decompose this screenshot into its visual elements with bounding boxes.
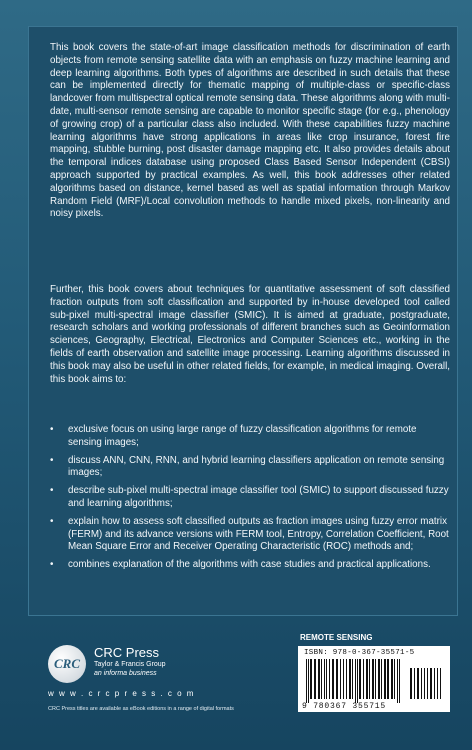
list-item [50,485,450,511]
barcode-bar [381,659,382,699]
list-item-text: exclusive focus on using large range of fuzzy classification algorithms for remote sensing images; [68,424,417,448]
bullet-icon: • [50,454,54,466]
barcode-bar [321,659,322,699]
barcode-bar [372,659,374,699]
barcode-bar [410,668,412,699]
barcode-bar [421,668,422,699]
barcode-bar [332,659,334,699]
barcode-bar [359,659,361,699]
publisher-group: Taylor & Francis Group [94,661,166,668]
barcode-bar [314,659,316,699]
barcode-bar [306,659,307,703]
aims-list [50,424,450,577]
list-item-text: describe sub-pixel multi-spectral image classifier tool (SMIC) to support discussed fuzzy and learning algorithms; [68,485,449,509]
barcode-bar [366,659,368,699]
barcode-bar [310,659,312,699]
bullet-icon: • [50,515,54,527]
bullet-icon: • [50,485,54,497]
description-paragraph-1: This book covers the state-of-art image classification methods for discrimination of earth objects from remote sensing satellite data with an emphasis on fuzzy machine learning and deep learning algorithms. Both types of algorithms are described in such details that these can be implemented directly for thematic mapping of multiple-class or specific-class landcover from multispectral optical remote sensing data. These algorithms along with multi-date, multi-sensor remote sensing are capable to monitor specific stage (for e.g., phenology of growing crop) of a particular class also included. With these capabilities fuzzy machine learning algorithms have strong applications in areas like crop insurance, forest fire mapping, stubble burning, post disaster damage mapping etc. It also provides details about the temporal indices database using proposed Class Based Sensor Independent (CBSI) approach supported by practical examples. As well, this book addresses other related algorithms based on distance, kernel based as well as spatial information through Markov Random Field (MRF)/Local convolution methods to handle mixed pixels, non-linearity and noisy pixels. [50,42,450,220]
barcode-bar [336,659,338,699]
barcode-bar [378,659,380,699]
crc-logo-icon [48,645,86,683]
barcode-bar [352,659,353,699]
barcode-bar [363,659,364,699]
barcode-bar [329,659,330,699]
ean-digits: 9 780367 355715 [302,702,387,711]
barcode-bar [349,659,351,699]
barcode-bar [375,659,376,699]
barcode-bar [399,659,400,703]
logo-text: CRC [53,656,80,671]
barcode-bar [417,668,419,699]
publisher-url[interactable]: w w w . c r c p r e s s . c o m [48,689,195,698]
list-item [50,455,450,481]
list-item-text: explain how to assess soft classified outputs as fraction images using fuzzy error matrix (FERM) and its advance versions with FERM tool, Entropy, Correlation Coefficient, Root Mean Square Error and Receiver Operating Characteristic (ROC) methods and; [68,515,449,553]
barcode-bar [397,659,398,703]
isbn-barcode [298,646,450,712]
ebook-note: CRC Press titles are available as eBook editions in a range of digital formats [48,706,234,712]
list-item-text: combines explanation of the algorithms with case studies and practical applications. [68,559,431,571]
barcode-bar [424,668,425,699]
bullet-icon: • [50,424,54,435]
barcode-bar [391,659,393,699]
barcode-bar [318,659,320,699]
publisher-tagline: an informa business [94,670,157,677]
list-item-text: discuss ANN, CNN, RNN, and hybrid learning classifiers application on remote sensing images; [68,454,445,479]
barcode-bar [394,659,395,699]
barcode-bar [440,668,441,699]
barcode-bar [384,659,386,699]
barcode-bar [340,659,341,699]
barcode-bar [308,659,309,703]
barcode-bar [437,668,438,699]
publisher-logo [48,645,258,685]
list-item [50,559,450,572]
barcode-bar [387,659,389,699]
barcode-bar [343,659,344,699]
bullet-icon: • [50,559,54,571]
barcode-bar [326,659,327,699]
list-item [50,424,450,450]
description-paragraph-2: Further, this book covers about techniques for quantitative assessment of soft classified fraction outputs from soft classification and supported by in-house developed tool called sub-pixel multi-spectral image classifier (SMIC). It is aimed at graduate, postgraduate, research scholars and working professionals of different branches such as Geoinformation sciences, Geography, Electrical, Electronics and Computer Sciences etc., working in the fields of earth observation and satellite image processing. Learning algorithms discussed in this book may also be useful in other related fields, for example, in medical imaging. Overall, this book aims to: [50,284,450,385]
barcode-bar [414,668,415,699]
subject-label: REMOTE SENSING [300,633,373,642]
barcode-bar [434,668,435,699]
barcode-bar [427,668,428,699]
barcode-bar [369,659,370,699]
barcode-bar [324,659,325,699]
list-item [50,516,450,554]
barcode-bar [355,659,356,703]
barcode-bar [346,659,347,699]
publisher-name: CRC Press [94,645,160,660]
isbn-label: ISBN: 978-0-367-35571-5 [304,649,415,657]
barcode-bar [430,668,432,699]
barcode-bar [357,659,358,703]
